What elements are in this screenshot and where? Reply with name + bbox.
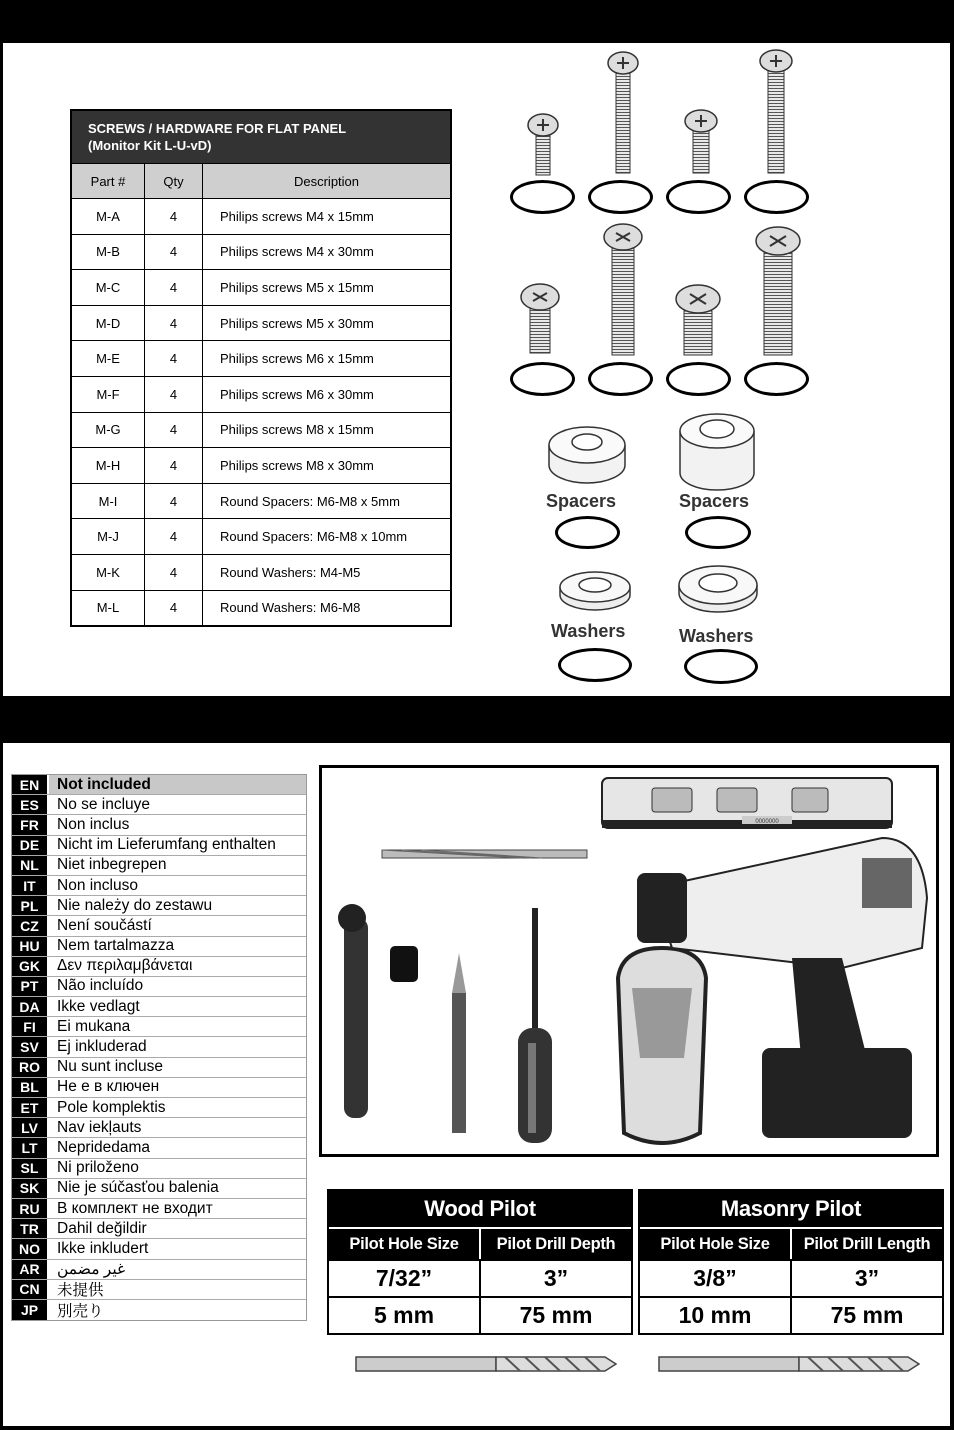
language-text: Não incluído — [57, 977, 144, 995]
screw-m8-30-icon — [756, 227, 800, 355]
pencil-icon — [452, 953, 466, 1133]
table-row — [72, 518, 450, 554]
quantity: 4 — [145, 413, 203, 448]
language-code: HU — [12, 937, 47, 956]
masonry-col-hole-size: Pilot Hole Size — [640, 1229, 792, 1259]
wood-drill-depth-metric: 75 mm — [519, 1302, 593, 1328]
language-code: AR — [12, 1260, 47, 1279]
not-included-language-list — [11, 774, 307, 1321]
wood-row-imperial — [329, 1259, 631, 1296]
language-row — [12, 1179, 306, 1199]
wood-col-drill-depth: Pilot Drill Depth — [496, 1235, 616, 1253]
language-text: Nie należy do zestawu — [57, 896, 213, 914]
language-code: NO — [12, 1239, 47, 1258]
language-row — [12, 1199, 306, 1219]
quantity: 4 — [145, 484, 203, 519]
table-row — [72, 269, 450, 305]
table-row — [72, 340, 450, 376]
language-row — [12, 856, 306, 876]
table-title-line2: (Monitor Kit L-U-vD) — [88, 138, 212, 153]
washers-label-2: Washers — [679, 626, 754, 646]
level-label: 0000000 — [755, 819, 779, 825]
checkbox-ring-m-a — [510, 180, 575, 214]
description: Round Washers: M4-M5 — [220, 564, 361, 580]
wood-drill-bit-icon — [355, 1353, 617, 1375]
screwdriver-icon — [518, 908, 552, 1143]
language-code: GK — [12, 957, 47, 976]
quantity: 4 — [145, 306, 203, 341]
spacer-5mm-icon — [549, 427, 625, 483]
language-row — [12, 1078, 306, 1098]
table-row — [72, 198, 450, 234]
language-row — [12, 997, 306, 1017]
language-row — [12, 795, 306, 815]
col-header-description: Description — [293, 173, 360, 189]
col-header-qty: Qty — [145, 164, 203, 198]
checkbox-ring-m-b — [588, 180, 653, 214]
language-row — [12, 1138, 306, 1158]
col-header-part: Part # — [72, 164, 145, 198]
language-row — [12, 1159, 306, 1179]
quantity: 4 — [145, 341, 203, 376]
language-text: Niet inbegrepen — [57, 856, 167, 874]
checkbox-ring-m-j — [685, 516, 751, 549]
language-row — [12, 836, 306, 856]
masonry-drill-length-imperial: 3” — [854, 1265, 880, 1291]
quantity: 4 — [145, 519, 203, 554]
language-code: TR — [12, 1219, 47, 1238]
language-row — [12, 916, 306, 936]
language-code: DE — [12, 836, 47, 855]
checkbox-ring-m-l — [684, 649, 758, 684]
language-code: PT — [12, 977, 47, 996]
language-text: Not included — [49, 775, 306, 794]
checkbox-ring-m-f — [588, 362, 653, 396]
language-code: ES — [12, 795, 47, 814]
table-header-row — [72, 163, 450, 198]
part-number: M-L — [72, 591, 145, 626]
part-number: M-C — [72, 270, 145, 305]
masonry-drill-length-metric: 75 mm — [830, 1302, 904, 1328]
language-row — [12, 896, 306, 916]
language-text: Nu sunt incluse — [57, 1058, 163, 1076]
language-text: Ej inkluderad — [57, 1038, 147, 1056]
language-row — [12, 1239, 306, 1259]
screw-m8-15-icon — [676, 285, 720, 355]
description: Round Spacers: M6-M8 x 5mm — [220, 493, 400, 509]
language-row — [12, 957, 306, 977]
wood-col-hole-size: Pilot Hole Size — [329, 1229, 481, 1259]
checkbox-ring-m-e — [510, 362, 575, 396]
language-code: FR — [12, 815, 47, 834]
quantity: 4 — [145, 555, 203, 590]
masonry-pilot-title: Masonry Pilot — [640, 1191, 942, 1227]
language-text: Nem tartalmazza — [57, 937, 175, 955]
screw-m6-30-icon — [604, 224, 642, 355]
washer-m4-m5-icon — [560, 572, 630, 610]
masonry-pilot-table — [638, 1189, 944, 1335]
part-number: M-J — [72, 519, 145, 554]
language-code: RO — [12, 1058, 47, 1077]
table-row — [72, 234, 450, 270]
language-text: Nie je súčasťou balenia — [57, 1179, 219, 1197]
spacers-label-2: Spacers — [679, 491, 750, 511]
description: Philips screws M6 x 30mm — [220, 386, 374, 402]
screw-m5-30-icon — [760, 50, 792, 173]
part-number: M-B — [72, 235, 145, 270]
part-number: M-I — [72, 484, 145, 519]
language-row — [12, 1017, 306, 1037]
description: Philips screws M5 x 15mm — [220, 279, 374, 295]
language-code: SK — [12, 1179, 47, 1198]
masonry-hole-size-imperial: 3/8” — [640, 1261, 792, 1296]
language-text: 未提供 — [57, 1282, 104, 1299]
tools-photo — [319, 765, 939, 1157]
wood-pilot-title: Wood Pilot — [329, 1191, 631, 1227]
language-row — [12, 1260, 306, 1280]
language-row — [12, 1300, 306, 1320]
language-row — [12, 977, 306, 997]
description: Philips screws M4 x 30mm — [220, 244, 374, 260]
wood-drill-depth-imperial: 3” — [543, 1265, 569, 1291]
language-code: EN — [12, 775, 47, 794]
description: Philips screws M8 x 15mm — [220, 422, 374, 438]
table-title-line1: SCREWS / HARDWARE FOR FLAT PANEL — [88, 121, 347, 136]
checkbox-ring-m-k — [558, 648, 632, 682]
description: Round Washers: M6-M8 — [220, 600, 361, 616]
table-row — [72, 483, 450, 519]
language-text: Pole komplektis — [57, 1098, 166, 1116]
masonry-pilot-header — [640, 1227, 942, 1259]
quantity: 4 — [145, 199, 203, 234]
language-text: Не е в ключен — [57, 1078, 160, 1096]
language-text: Δεν περιλαμβάνεται — [57, 957, 193, 975]
wood-row-metric — [329, 1296, 631, 1333]
part-number: M-F — [72, 377, 145, 412]
checkbox-ring-m-d — [744, 180, 809, 214]
language-code: IT — [12, 876, 47, 895]
masonry-row-metric — [640, 1296, 942, 1333]
level-icon — [602, 778, 892, 828]
table-row — [72, 376, 450, 412]
quantity: 4 — [145, 448, 203, 483]
language-code: RU — [12, 1199, 47, 1218]
table-row — [72, 554, 450, 590]
language-row — [12, 1037, 306, 1057]
language-code: LT — [12, 1138, 47, 1157]
wood-hole-size-metric: 5 mm — [329, 1298, 481, 1333]
masonry-row-imperial — [640, 1259, 942, 1296]
table-row — [72, 447, 450, 483]
masonry-hole-size-metric: 10 mm — [640, 1298, 792, 1333]
language-row — [12, 1280, 306, 1300]
language-code: SL — [12, 1159, 47, 1178]
quantity: 4 — [145, 377, 203, 412]
stud-finder-icon — [618, 948, 706, 1143]
language-code: NL — [12, 856, 47, 875]
language-text: Nepridedama — [57, 1138, 151, 1156]
language-text: Nav iekļauts — [57, 1118, 142, 1136]
quantity: 4 — [145, 235, 203, 270]
screw-m6-15-icon — [521, 284, 559, 353]
language-text: Dahil değildir — [57, 1219, 147, 1237]
language-text: Non incluso — [57, 876, 138, 894]
language-code: JP — [12, 1300, 47, 1320]
language-row — [12, 937, 306, 957]
language-text: No se incluye — [57, 795, 151, 813]
description: Round Spacers: M6-M8 x 10mm — [220, 529, 408, 545]
language-text: Ikke vedlagt — [57, 997, 140, 1015]
hardware-table-title — [72, 111, 450, 163]
description: Philips screws M5 x 30mm — [220, 315, 374, 331]
language-code: CZ — [12, 916, 47, 935]
part-number: M-G — [72, 413, 145, 448]
language-text: В комплект не входит — [57, 1199, 213, 1217]
masonry-col-drill-length: Pilot Drill Length — [803, 1235, 931, 1253]
quantity: 4 — [145, 270, 203, 305]
part-number: M-D — [72, 306, 145, 341]
part-number: M-E — [72, 341, 145, 376]
wood-pilot-table — [327, 1189, 633, 1335]
spacers-label-1: Spacers — [546, 491, 617, 511]
language-text: Nicht im Lieferumfang enthalten — [57, 836, 276, 854]
language-code: FI — [12, 1017, 47, 1036]
tools-illustration — [322, 768, 936, 1154]
language-code: SV — [12, 1037, 47, 1056]
washer-m6-m8-icon — [679, 566, 757, 612]
part-number: M-H — [72, 448, 145, 483]
checkbox-ring-m-g — [666, 362, 731, 396]
language-row — [12, 1219, 306, 1239]
washers-label-1: Washers — [551, 621, 626, 641]
language-text: Ikke inkludert — [57, 1239, 149, 1257]
checkbox-ring-m-c — [666, 180, 731, 214]
ratchet-icon — [338, 904, 418, 1118]
table-row — [72, 305, 450, 341]
language-code: ET — [12, 1098, 47, 1117]
drill-bit-icon — [382, 850, 587, 858]
language-text: Non inclus — [57, 815, 130, 833]
language-row — [12, 1118, 306, 1138]
masonry-drill-bit-icon — [658, 1353, 920, 1375]
table-row — [72, 590, 450, 626]
language-code: BL — [12, 1078, 47, 1097]
hardware-table — [70, 109, 452, 627]
screw-m4-30-icon — [608, 52, 638, 173]
language-text: Není součástí — [57, 916, 152, 934]
description: Philips screws M6 x 15mm — [220, 351, 374, 367]
part-number: M-A — [72, 199, 145, 234]
language-code: PL — [12, 896, 47, 915]
language-code: CN — [12, 1280, 47, 1299]
part-number: M-K — [72, 555, 145, 590]
wood-pilot-header — [329, 1227, 631, 1259]
language-text: Ni priloženo — [57, 1159, 139, 1177]
table-row — [72, 412, 450, 448]
language-row — [12, 775, 306, 795]
language-text: غير مضمن — [57, 1260, 126, 1278]
checkbox-ring-m-h — [744, 362, 809, 396]
language-text: Ei mukana — [57, 1017, 131, 1035]
screw-m5-15-icon — [685, 110, 717, 173]
language-code: DA — [12, 997, 47, 1016]
wood-hole-size-imperial: 7/32” — [329, 1261, 481, 1296]
spacer-10mm-icon — [680, 414, 754, 490]
language-row — [12, 1058, 306, 1078]
description: Philips screws M4 x 15mm — [220, 208, 374, 224]
language-code: LV — [12, 1118, 47, 1137]
language-row — [12, 876, 306, 896]
language-text: 別売り — [57, 1302, 104, 1320]
language-row — [12, 815, 306, 835]
language-row — [12, 1098, 306, 1118]
quantity: 4 — [145, 591, 203, 626]
checkbox-ring-m-i — [555, 516, 620, 549]
screw-m4-15-icon — [528, 114, 558, 175]
description: Philips screws M8 x 30mm — [220, 457, 374, 473]
